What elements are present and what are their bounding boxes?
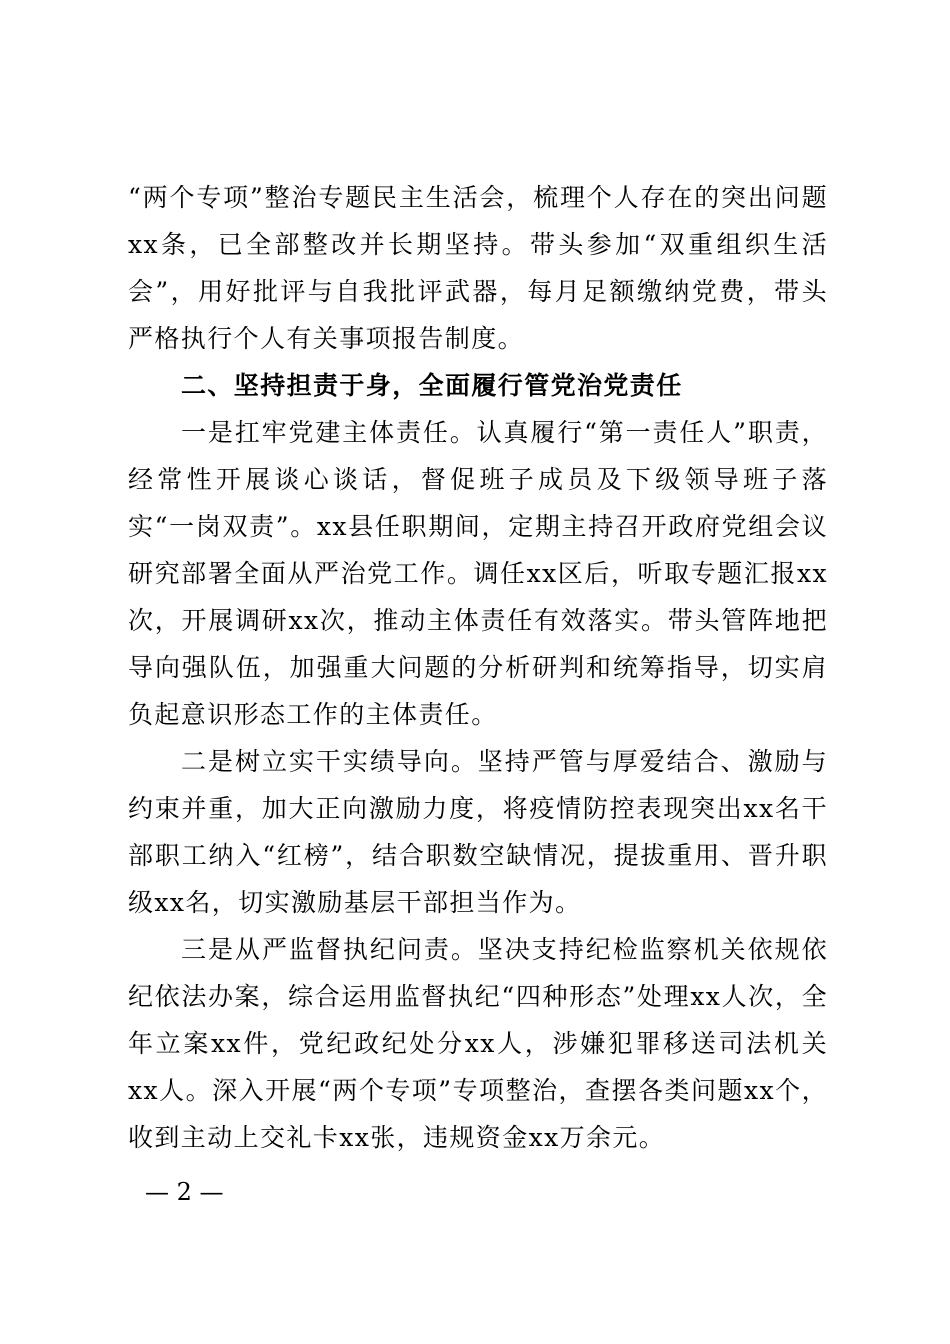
paragraph-party-building-responsibility: 一是扛牢党建主体责任。认真履行“第一责任人”职责，经常性开展谈心谈话，督促班子成员及下级领导班子落实“一岗双责”。xx县任职期间，定期主持召开政府党组会议研究部署全面从严治党工作。调任xx区后，听取专题汇报xx次，开展调研xx次，推动主体责任有效落实。带头管阵地把导向强队伍，加强重大问题的分析研判和统筹指导，切实肩负起意识形态工作的主体责任。 [128, 418, 828, 729]
paragraph-continuation: “两个专项”整治专题民主生活会，梳理个人存在的突出问题xx条，已全部整改并长期坚持。带头参加“双重组织生活会”，用好批评与自我批评武器，每月足额缴纳党费，带头严格执行个人有关事项报告制度。 [128, 183, 828, 353]
section-heading: 二、坚持担责于身，全面履行管党治党责任 [181, 371, 683, 400]
paragraph-performance-orientation: 二是树立实干实绩导向。坚持严管与厚爱结合、激励与约束并重，加大正向激励力度，将疫情防控表现突出xx名干部职工纳入“红榜”，结合职数空缺情况，提拔重用、晋升职级xx名，切实激励基层干部担当作为。 [128, 747, 828, 917]
paragraph-supervision-discipline: 三是从严监督执纪问责。坚决支持纪检监察机关依规依纪依法办案，综合运用监督执纪“四种形态”处理xx人次，全年立案xx件，党纪政纪处分xx人，涉嫌犯罪移送司法机关xx人。深入开展“两个专项”专项整治，查摆各类问题xx个，收到主动上交礼卡xx张，违规资金xx万余元。 [128, 935, 828, 1152]
document-body [128, 174, 828, 1161]
page-number: — 2 — [145, 1178, 224, 1206]
